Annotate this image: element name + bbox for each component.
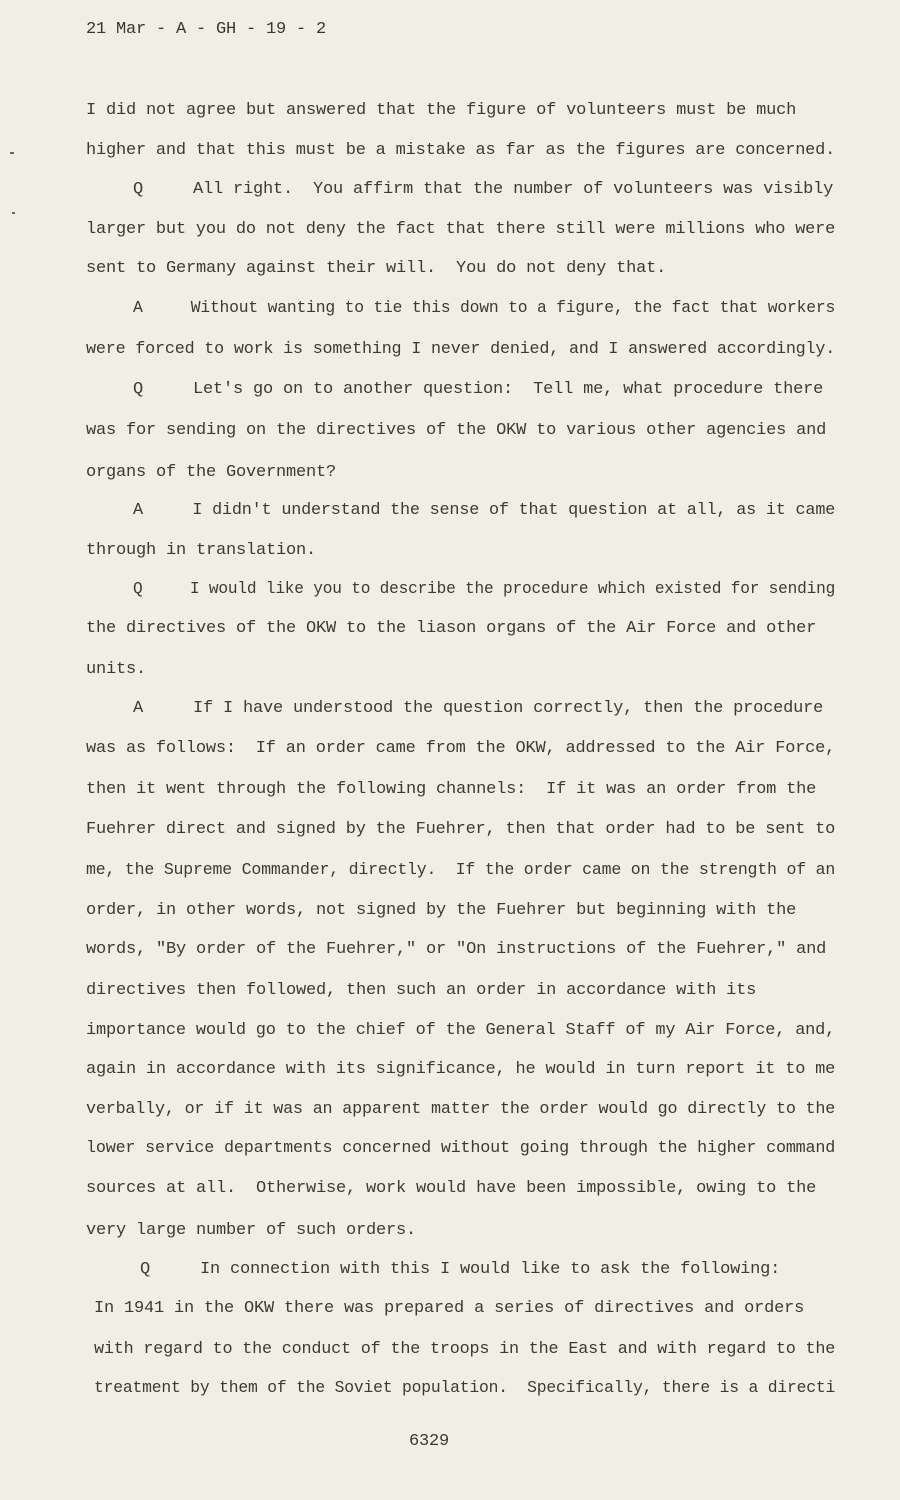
- text-line: In 1941 in the OKW there was prepared a series of directives and orders: [94, 1299, 805, 1318]
- text-line: were forced to work is something I never denied, and I answered accordingly.: [86, 340, 836, 359]
- text-line: higher and that this must be a mistake as far as the figures are concerned.: [86, 141, 836, 160]
- text-line: sources at all. Otherwise, work would have been impossible, owing to the: [86, 1179, 817, 1198]
- text-line: importance would go to the chief of the General Staff of my Air Force, and,: [86, 1021, 836, 1040]
- text-line: organs of the Government?: [86, 463, 337, 482]
- text-line: order, in other words, not signed by the Fuehrer but beginning with the: [86, 901, 797, 920]
- text-line: I did not agree but answered that the figure of volunteers must be much: [86, 101, 797, 120]
- text-line: then it went through the following channels: If it was an order from the: [86, 780, 817, 799]
- page-number: 6329: [409, 1432, 450, 1451]
- text-line: verbally, or if it was an apparent matter the order would go directly to the: [86, 1100, 836, 1119]
- text-line: Q Let's go on to another question: Tell me, what procedure there: [133, 380, 824, 399]
- text-line: A If I have understood the question correctly, then the procedure: [133, 699, 824, 718]
- text-line: was for sending on the directives of the OKW to various other agencies and: [86, 421, 827, 440]
- text-line: words, "By order of the Fuehrer," or "On instructions of the Fuehrer," and: [86, 940, 827, 959]
- text-line: directives then followed, then such an order in accordance with its: [86, 981, 757, 1000]
- text-line: lower service departments concerned without going through the higher command: [86, 1139, 836, 1158]
- text-line: larger but you do not deny the fact that there still were millions who were: [86, 220, 836, 239]
- margin-tick: [10, 152, 14, 154]
- text-line: me, the Supreme Commander, directly. If the order came on the strength of an: [86, 861, 836, 880]
- text-line: Q I would like you to describe the procedure which existed for sending: [133, 580, 836, 599]
- text-line: Fuehrer direct and signed by the Fuehrer, then that order had to be sent to: [86, 820, 836, 839]
- text-line: again in accordance with its significance, he would in turn report it to me: [86, 1060, 836, 1079]
- text-line: the directives of the OKW to the liason organs of the Air Force and other: [86, 619, 817, 638]
- text-line: Q All right. You affirm that the number of volunteers was visibly: [133, 180, 834, 199]
- text-line: sent to Germany against their will. You do not deny that.: [86, 259, 667, 278]
- text-line: very large number of such orders.: [86, 1221, 417, 1240]
- text-line: treatment by them of the Soviet population. Specifically, there is a directi: [94, 1379, 836, 1398]
- text-line: with regard to the conduct of the troops in the East and with regard to the: [94, 1340, 836, 1359]
- text-line: A Without wanting to tie this down to a figure, the fact that workers: [133, 299, 836, 318]
- text-line: through in translation.: [86, 541, 317, 560]
- text-line: Q In connection with this I would like to ask the following:: [140, 1260, 781, 1279]
- text-line: units.: [86, 660, 147, 679]
- text-line: was as follows: If an order came from the OKW, addressed to the Air Force,: [86, 739, 836, 758]
- text-line: A I didn't understand the sense of that question at all, as it came: [133, 501, 836, 520]
- page-header: 21 Mar - A - GH - 19 - 2: [86, 20, 327, 39]
- margin-tick: [12, 212, 15, 214]
